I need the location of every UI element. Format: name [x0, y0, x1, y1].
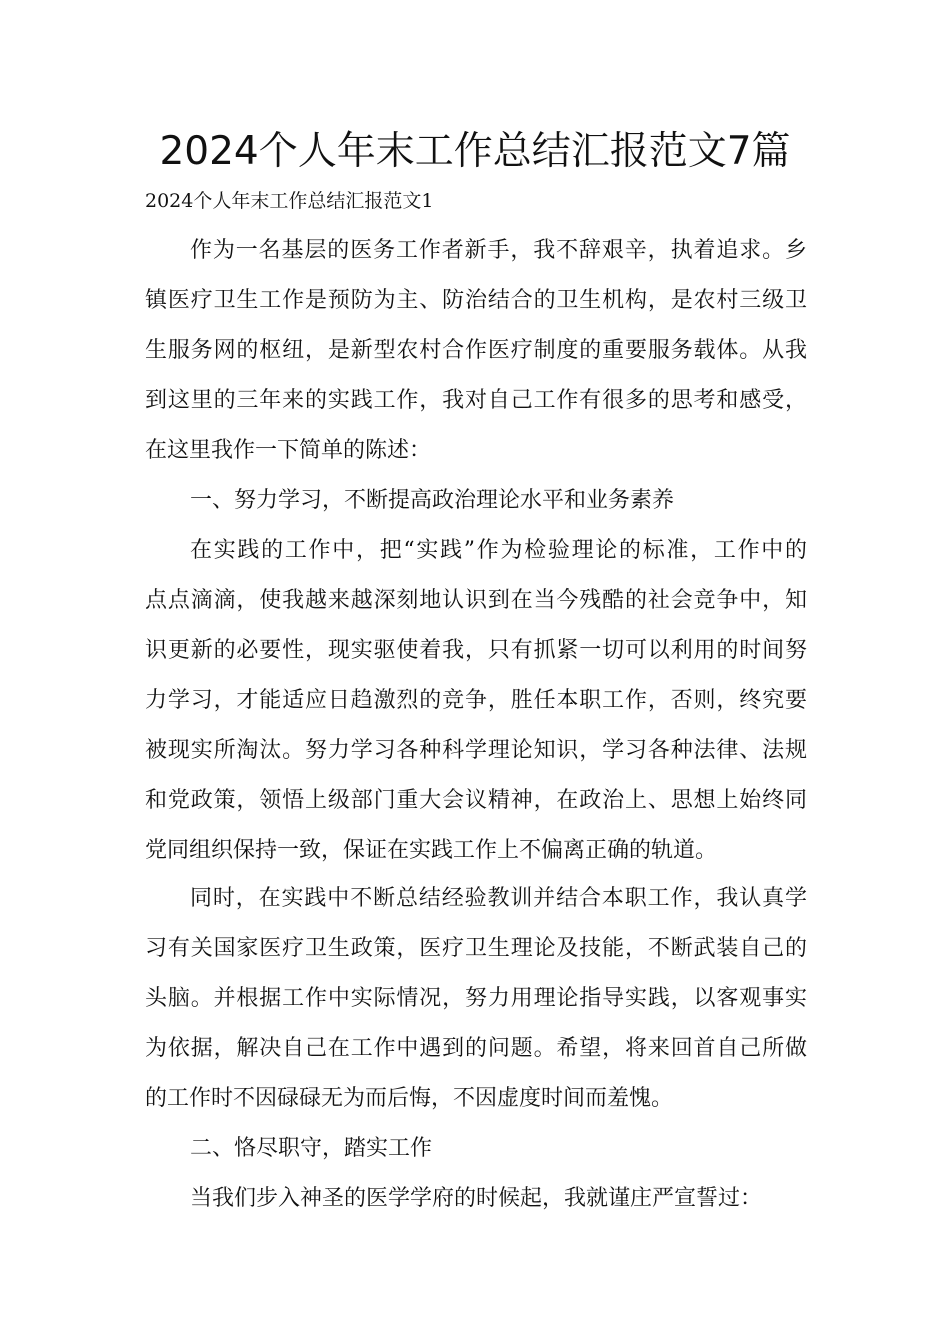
paragraph-3-line-5: 的工作时不因碌碌无为而后悔，不因虚度时间而羞愧。	[145, 1086, 674, 1111]
heading-2: 二、恪尽职守，踏实工作	[190, 1136, 433, 1161]
section-subtitle: 2024个人年末工作总结汇报范文1	[145, 190, 434, 212]
heading-1: 一、努力学习，不断提高政治理论水平和业务素养	[190, 488, 675, 513]
document-title: 2024个人年末工作总结汇报范文7篇	[159, 129, 791, 174]
paragraph-1-line-1: 作为一名基层的医务工作者新手，我不辞艰辛，执着追求。乡	[190, 238, 807, 263]
paragraph-2-line-5: 被现实所淘汰。努力学习各种科学理论知识，学习各种法律、法规	[145, 738, 807, 763]
paragraph-3-line-4: 为依据，解决自己在工作中遇到的问题。希望，将来回首自己所做	[145, 1036, 807, 1061]
paragraph-2-line-4: 力学习，才能适应日趋激烈的竞争，胜任本职工作，否则，终究要	[145, 688, 807, 713]
paragraph-2-line-2: 点点滴滴，使我越来越深刻地认识到在当今残酷的社会竞争中，知	[145, 588, 807, 613]
paragraph-3-line-1: 同时，在实践中不断总结经验教训并结合本职工作，我认真学	[190, 886, 807, 911]
paragraph-2-line-6: 和党政策，领悟上级部门重大会议精神，在政治上、思想上始终同	[145, 788, 807, 813]
paragraph-1-line-4: 到这里的三年来的实践工作，我对自己工作有很多的思考和感受，	[145, 388, 807, 413]
paragraph-1-line-3: 生服务网的枢纽，是新型农村合作医疗制度的重要服务载体。从我	[145, 338, 807, 363]
paragraph-3-line-3: 头脑。并根据工作中实际情况，努力用理论指导实践，以客观事实	[145, 986, 807, 1011]
paragraph-2-line-7: 党同组织保持一致，保证在实践工作上不偏离正确的轨道。	[145, 838, 718, 863]
paragraph-1-line-2: 镇医疗卫生工作是预防为主、防治结合的卫生机构，是农村三级卫	[145, 288, 807, 313]
paragraph-2-line-1: 在实践的工作中，把“实践”作为检验理论的标准，工作中的	[190, 538, 807, 563]
paragraph-4-line-1: 当我们步入神圣的医学学府的时候起，我就谨庄严宣誓过：	[190, 1186, 763, 1211]
paragraph-3-line-2: 习有关国家医疗卫生政策，医疗卫生理论及技能，不断武装自己的	[145, 936, 807, 961]
paragraph-1-line-5: 在这里我作一下简单的陈述：	[145, 438, 432, 463]
paragraph-2-line-3: 识更新的必要性，现实驱使着我，只有抓紧一切可以利用的时间努	[145, 638, 807, 663]
